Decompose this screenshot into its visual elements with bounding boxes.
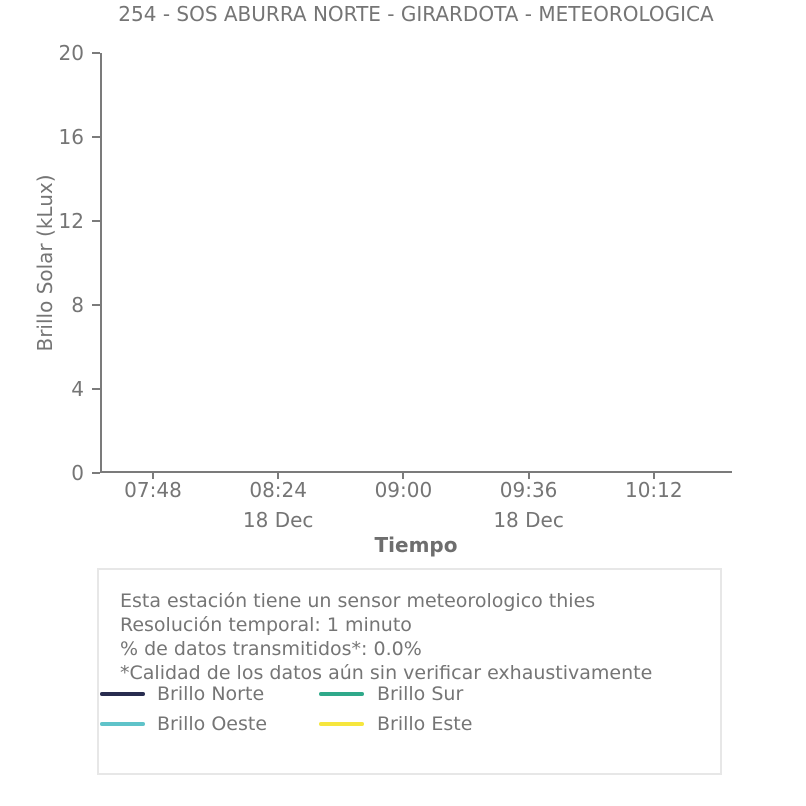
info-line: Resolución temporal: 1 minuto xyxy=(120,614,412,636)
y-tick-label: 8 xyxy=(71,293,84,317)
legend-label: Brillo Sur xyxy=(377,683,464,705)
info-line: *Calidad de los datos aún sin verificar exhaustivamente xyxy=(120,662,653,684)
y-tick-label: 12 xyxy=(58,209,84,233)
x-axis-title: Tiempo xyxy=(374,533,458,557)
legend-line-swatch xyxy=(319,722,364,726)
info-line: Esta estación tiene un sensor meteorologico thies xyxy=(120,590,596,612)
legend-label: Brillo Norte xyxy=(157,683,265,705)
y-tick-mark xyxy=(92,136,100,138)
legend-line-swatch xyxy=(319,692,364,696)
x-tick-date-label: 18 Dec xyxy=(493,508,564,532)
y-tick-label: 0 xyxy=(71,461,84,485)
y-tick-label: 16 xyxy=(58,125,84,149)
y-tick-mark xyxy=(92,220,100,222)
y-tick-mark xyxy=(92,388,100,390)
y-tick-mark xyxy=(92,304,100,306)
x-tick-label: 09:00 xyxy=(374,478,433,502)
legend-label: Brillo Este xyxy=(377,713,473,735)
y-axis-label: Brillo Solar (kLux) xyxy=(33,174,57,352)
x-tick-label: 09:36 xyxy=(499,478,558,502)
x-tick-label: 07:48 xyxy=(124,478,182,502)
legend-line-swatch xyxy=(100,722,145,726)
info-text xyxy=(120,589,712,685)
x-tick-label: 08:24 xyxy=(249,478,307,502)
chart-title: 254 - SOS ABURRA NORTE - GIRARDOTA - METEOROLOGICA xyxy=(118,2,714,26)
y-tick-label: 4 xyxy=(71,377,84,401)
info-box xyxy=(97,568,722,775)
y-tick-mark xyxy=(92,52,100,54)
y-tick-mark xyxy=(92,472,100,474)
y-tick-label: 20 xyxy=(58,41,84,65)
x-tick-label: 10:12 xyxy=(624,478,683,502)
plot-area xyxy=(100,53,732,473)
x-tick-date-label: 18 Dec xyxy=(242,508,314,532)
legend-line-swatch xyxy=(100,692,145,696)
legend-label: Brillo Oeste xyxy=(157,713,268,735)
info-line: % de datos transmitidos*: 0.0% xyxy=(120,638,422,660)
